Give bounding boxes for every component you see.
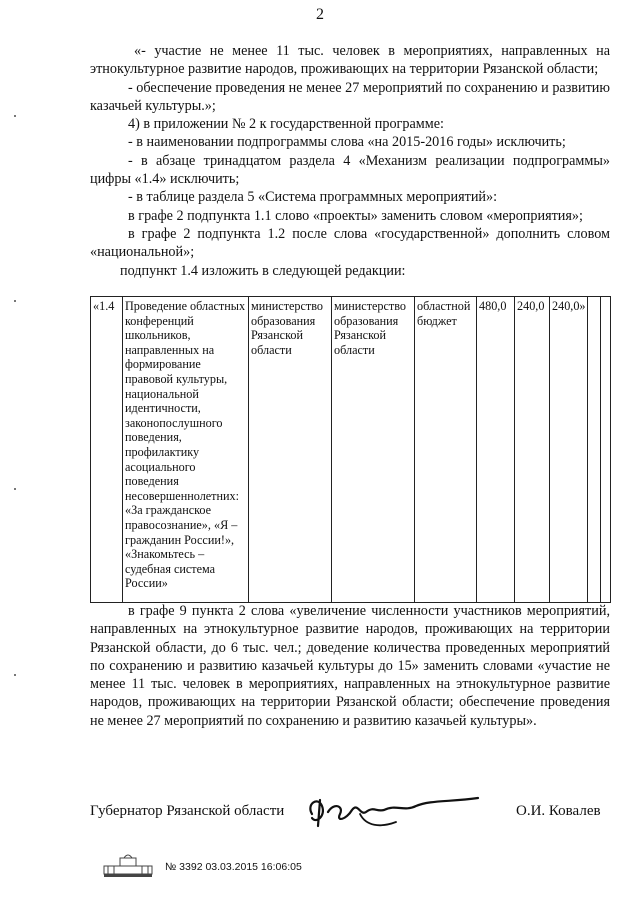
document-stamp: № 3392 03.03.2015 16:06:05 (165, 861, 302, 873)
row-executor: министерство образования Рязанской области (249, 297, 332, 603)
paragraph-6: - в таблице раздела 5 «Система программных мероприятий»: (128, 189, 498, 206)
paragraph-2: - обеспечение проведения не менее 27 мероприятий по сохранению и развитию казачьей культуры.»; (90, 79, 610, 114)
handwritten-signature (300, 782, 500, 847)
margin-mark (14, 488, 16, 490)
building-icon (102, 852, 154, 878)
table-row (91, 297, 611, 603)
paragraph-1: «- участие не менее 11 тыс. человек в мероприятиях, направленных на этнокультурное развитие народов, проживающих на территории Рязанской области; (90, 43, 610, 78)
margin-mark (14, 115, 16, 117)
row-total: 480,0 (477, 297, 515, 603)
row-description: Проведение областных конференций школьников, направленных на формирование правовой культуры, национальной идентичности, законопослушного поведения, профилактику асоциального поведения несовершеннолетних: «За гражданское правосознание», «Я – гражданин России!», «Знакомьтесь – судебная система России» (123, 297, 249, 603)
signature-position: Губернатор Рязанской области (90, 803, 285, 819)
margin-mark (14, 300, 16, 302)
government-logo (102, 852, 154, 883)
paragraph-3: 4) в приложении № 2 к государственной программе: (128, 116, 444, 133)
paragraph-7: в графе 2 подпункта 1.1 слово «проекты» заменить словом «мероприятия»; (128, 207, 583, 224)
body-text-bottom (90, 602, 610, 730)
row-manager: министерство образования Рязанской области (332, 297, 415, 603)
signature-name: О.И. Ковалев (516, 803, 601, 819)
row-empty-1 (588, 297, 601, 603)
row-year1: 240,0 (515, 297, 550, 603)
paragraph-8: в графе 2 подпункта 1.2 после слова «государственной» дополнить словом «национальной»; (90, 225, 610, 261)
paragraph-10: в графе 9 пункта 2 слова «увеличение численности участников мероприятий, направленных на этнокультурное развитие народов, проживающих на территории Рязанской области, до 6 тыс. чел.; доведение количества проведенных мероприятий по сохранению и развитию казачьей культуры до 15» заменить словами «участие не менее 11 тыс. человек в мероприятиях, направленных на этнокультурное развитие народов, проживающих на территории Рязанской области; обеспечение проведения не менее 27 мероприятий по сохранению и развитию казачьей культуры». (90, 603, 610, 729)
margin-mark (14, 674, 16, 676)
row-number: «1.4 (91, 297, 123, 603)
body-text-top (90, 42, 610, 280)
page-number: 2 (316, 6, 324, 23)
paragraph-5: - в абзаце тринадцатом раздела 4 «Механизм реализации подпрограммы» цифры «1.4» исключить; (90, 152, 610, 188)
paragraph-9: подпункт 1.4 изложить в следующей редакции: (120, 262, 406, 279)
signature-icon (300, 782, 500, 842)
paragraph-4: - в наименовании подпрограммы слова «на 2015-2016 годы» исключить; (128, 134, 566, 151)
row-year2: 240,0» (550, 297, 588, 603)
program-table (90, 296, 611, 603)
row-source: областной бюджет (415, 297, 477, 603)
row-empty-2 (601, 297, 611, 603)
